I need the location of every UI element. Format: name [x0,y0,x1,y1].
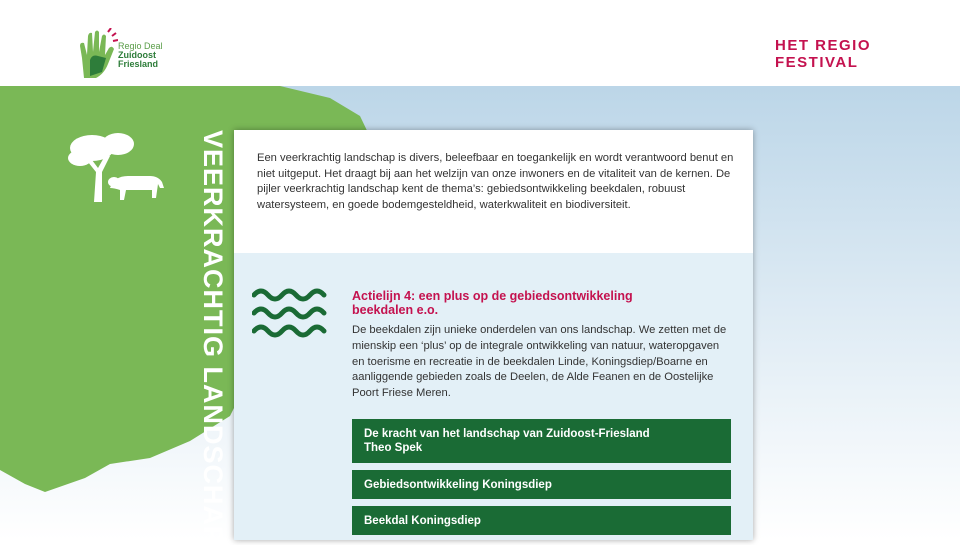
intro-block [234,130,753,253]
hand-icon [78,28,118,80]
logo-text [118,42,163,69]
button-label: Beekdal Koningsdiep [364,514,481,527]
festival-line-1: HET REGIO [775,37,872,54]
section-title-text: VEERKRACHTIG LANDSCHAP [198,130,228,545]
logo-line-1: Regio Deal [118,41,163,51]
gebiedsontwikkeling-koningsdiep-button[interactable] [352,470,731,499]
button-sublabel: Theo Spek [364,442,423,454]
theo-spek-button[interactable] [352,419,731,463]
button-label: De kracht van het landschap van Zuidoost-Friesland [364,428,650,440]
button-label: Gebiedsontwikkeling Koningsdiep [364,478,552,491]
festival-logo[interactable] [775,37,871,71]
logo-line-2: Zuidoost [118,50,156,60]
content-panel [234,130,753,540]
tree-cow-icon [66,130,166,206]
action-title: Actielijn 4: een plus op de gebiedsontwikkeling beekdalen e.o. [352,289,633,317]
festival-line-2: FESTIVAL [775,54,859,71]
section-title [165,130,228,545]
header-bar [0,0,960,86]
intro-text: Een veerkrachtig landschap is divers, beleefbaar en toegankelijk en wordt verantwoord benut en niet uitgeput. Het draagt bij aan het welzijn van onze inwoners en de vitaliteit van de kernen. De pijler veerkrachtig landschap kent de thema’s: gebiedsontwikkeling beekdalen, robuust watersysteem, en goede bodemgesteldheid, waterkwaliteit en biodiversiteit. [257,152,734,211]
logo-line-3: Friesland [118,59,159,69]
regio-deal-logo[interactable] [78,28,188,84]
waves-icon [252,285,328,341]
beekdal-koningsdiep-button[interactable] [352,506,731,535]
action-description: De beekdalen zijn unieke onderdelen van ons landschap. We zetten met de mienskip een ‘plus’ op de integrale ontwikkeling van natuur, wateropgaven en toerisme en recreatie in de beekdalen Linde, Koningsdiep/Boarne en aanliggende gebieden zoals de Deelen, de Alde Feanen en de Oostelijke Poort Friese Meren. [352,324,727,400]
action-block [234,253,753,540]
